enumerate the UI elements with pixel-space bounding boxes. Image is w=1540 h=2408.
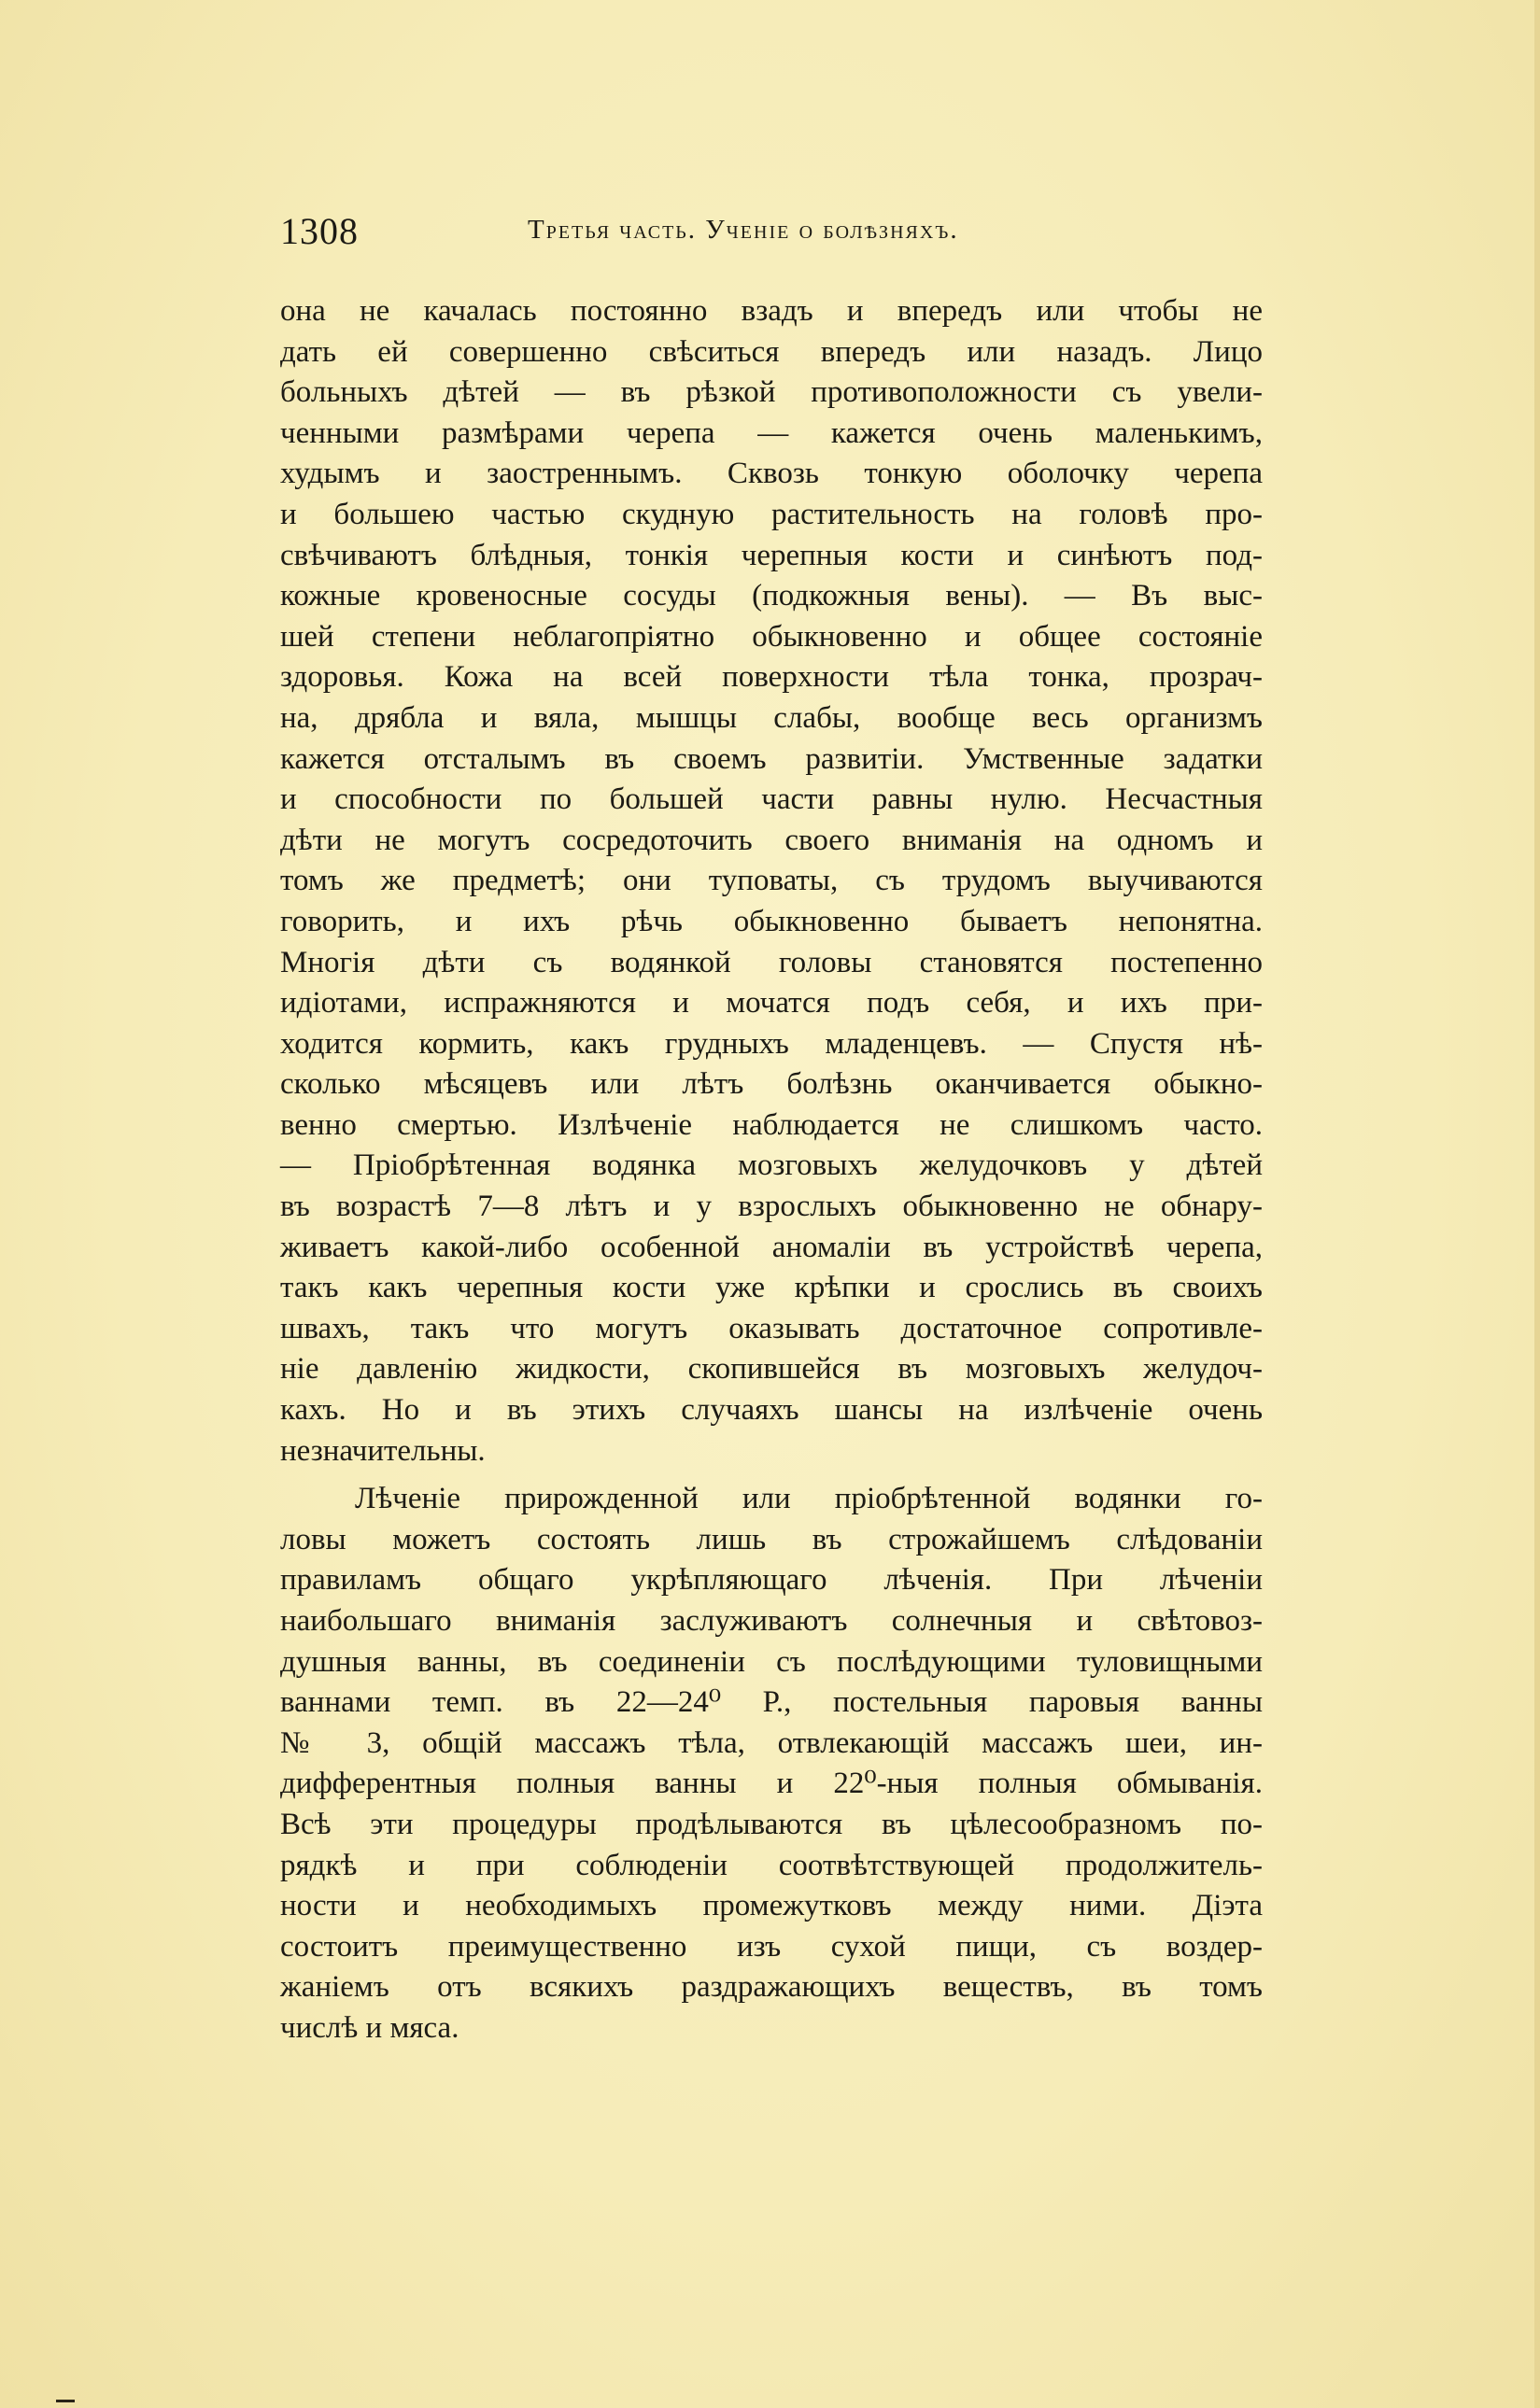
paragraph-1 xyxy=(280,291,1263,1472)
text-line: она не качалась постоянно взадъ и впередъ или чтобы не xyxy=(280,294,1263,328)
text-line: сколько мѣсяцевъ или лѣтъ болѣзнь оканчивается обыкно- xyxy=(280,1067,1263,1102)
text-line: кожные кровеносные сосуды (подкожныя вены). — Въ выс- xyxy=(280,579,1263,613)
text-line: дѣти не могутъ сосредоточить своего вниманія на одномъ и xyxy=(280,823,1263,857)
text-line: Многія дѣти съ водянкой головы становятся постепенно xyxy=(280,945,1263,979)
text-line: больныхъ дѣтей — въ рѣзкой противоположности съ увели- xyxy=(280,375,1263,410)
page-edge xyxy=(1534,0,1540,2408)
paragraph-2 xyxy=(280,1479,1263,2049)
text-line: худымъ и заостреннымъ. Сквозь тонкую оболочку черепа xyxy=(280,457,1263,491)
print-mark xyxy=(56,2390,75,2402)
paragraph-gap xyxy=(280,1472,1263,1479)
text-line: наибольшаго вниманія заслуживаютъ солнечныя и свѣтовоз- xyxy=(280,1604,1263,1638)
text-line: № 3, общій массажъ тѣла, отвлекающій массажъ шеи, ин- xyxy=(280,1725,1263,1760)
text-line: на, дрябла и вяла, мышцы слабы, вообще весь организмъ xyxy=(280,700,1263,735)
text-line: ваннами темп. въ 22—24⁰ Р., постельныя паровыя ванны xyxy=(280,1685,1263,1720)
text-line: правиламъ общаго укрѣпляющаго лѣченія. При лѣченіи xyxy=(280,1563,1263,1598)
running-head: Третья часть. Ученіе о болѣзняхъ. xyxy=(528,215,959,245)
text-line: жаніемъ отъ всякихъ раздражающихъ веществъ, въ томъ xyxy=(280,1970,1263,2005)
text-line: венно смертью. Излѣченіе наблюдается не слишкомъ часто. xyxy=(280,1107,1263,1142)
text-line: душныя ванны, въ соединеніи съ послѣдующими туловищными xyxy=(280,1644,1263,1679)
text-line: говорить, и ихъ рѣчь обыкновенно бываетъ непонятна. xyxy=(280,904,1263,938)
text-line: швахъ, такъ что могутъ оказывать достаточное сопротивле- xyxy=(280,1311,1263,1345)
text-line: ченными размѣрами черепа — кажется очень маленькимъ, xyxy=(280,415,1263,450)
text-line: кажется отсталымъ въ своемъ развитіи. Умственные задатки xyxy=(280,741,1263,776)
text-line: Всѣ эти процедуры продѣлываются въ цѣлесообразномъ по- xyxy=(280,1807,1263,1841)
text-line: дать ей совершенно свѣситься впередъ или назадъ. Лицо xyxy=(280,334,1263,369)
text-line: въ возрастѣ 7—8 лѣтъ и у взрослыхъ обыкновенно не обнару- xyxy=(280,1190,1263,1224)
text-line: ловы можетъ состоять лишь въ строжайшемъ слѣдованіи xyxy=(280,1522,1263,1556)
text-line: такъ какъ черепныя кости уже крѣпки и срослись въ своихъ xyxy=(280,1271,1263,1305)
page-header xyxy=(280,204,1270,260)
text-line: рядкѣ и при соблюденіи соотвѣтствующей продолжитель- xyxy=(280,1848,1263,1882)
text-line: и большею частью скудную растительность на головѣ про- xyxy=(280,497,1263,531)
text-line: томъ же предметѣ; они туповаты, съ трудомъ выучиваются xyxy=(280,864,1263,898)
text-line: незначительны. xyxy=(280,1433,486,1468)
text-line: идіотами, испражняются и мочатся подъ себя, и ихъ при- xyxy=(280,986,1263,1021)
text-line: состоитъ преимущественно изъ сухой пищи, съ воздер- xyxy=(280,1929,1263,1964)
text-line: ніе давленію жидкости, скопившейся въ мозговыхъ желудоч- xyxy=(280,1352,1263,1387)
text-line: шей степени неблагопріятно обыкновенно и общее состояніе xyxy=(280,619,1263,654)
text-line: и способности по большей части равны нулю. Несчастныя xyxy=(280,782,1263,817)
page-number: 1308 xyxy=(280,210,359,252)
text-line: — Пріобрѣтенная водянка мозговыхъ желудочковъ у дѣтей xyxy=(280,1148,1263,1183)
text-line: ходится кормить, какъ грудныхъ младенцевъ. — Спустя нѣ- xyxy=(280,1026,1263,1061)
text-line: дифферентныя полныя ванны и 22⁰-ныя полныя обмыванія. xyxy=(280,1767,1263,1801)
text-line: кахъ. Но и въ этихъ случаяхъ шансы на излѣченіе очень xyxy=(280,1393,1263,1428)
text-line: Лѣченіе прирожденной или пріобрѣтенной водянки го- xyxy=(355,1482,1263,1516)
text-line: числѣ и мяса. xyxy=(280,2010,459,2045)
text-line: живаетъ какой-либо особенной аномаліи въ устройствѣ черепа, xyxy=(280,1230,1263,1264)
text-line: ности и необходимыхъ промежутковъ между ними. Діэта xyxy=(280,1889,1263,1923)
text-line: свѣчиваютъ блѣдныя, тонкія черепныя кости и синѣютъ под- xyxy=(280,538,1263,572)
body-text xyxy=(280,291,1263,2049)
text-line: здоровья. Кожа на всей поверхности тѣла тонка, прозрач- xyxy=(280,660,1263,695)
